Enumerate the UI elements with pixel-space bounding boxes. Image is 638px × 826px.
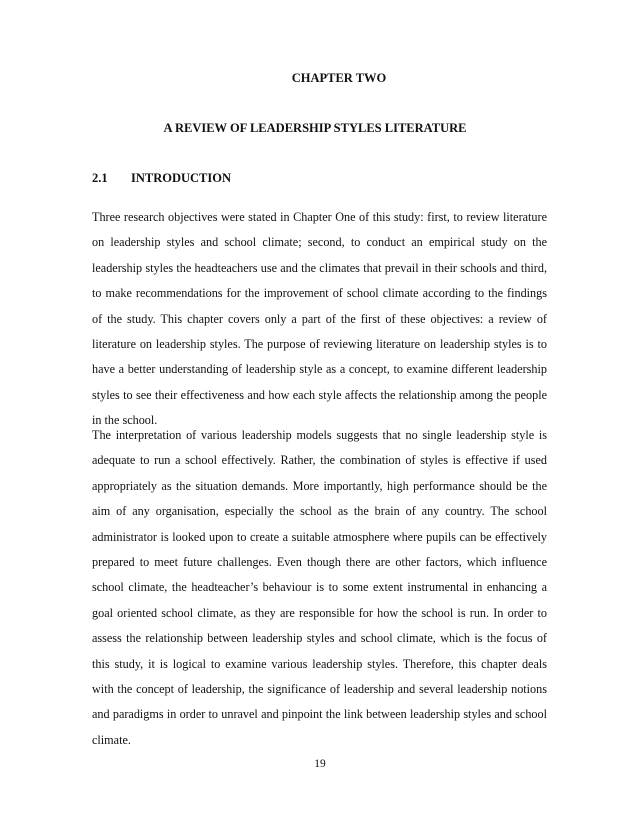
chapter-subtitle: A REVIEW OF LEADERSHIP STYLES LITERATURE — [163, 121, 467, 135]
page-number: 19 — [314, 758, 326, 770]
introduction-paragraph-2: The interpretation of various leadership models suggests that no single leadership style is adequate to run a school effectively. Rather, the combination of styles is effective if used appropriately as the situation demands. More importantly, high performance should be the aim of any organisation, especially the school as the brain of any country. The school administrator is looked upon to create a suitable atmosphere where pupils can be effectively prepared to meet future challenges. Even though there are other factors, which influence school climate, the headteacher’s behaviour is to some extent instrumental in enhancing a goal oriented school climate, as they are responsible for how the school is run. In order to assess the relationship between leadership styles and school climate, which is the focus of this study, it is logical to examine various leadership styles. Therefore, this chapter deals with the concept of leadership, the significance of leadership and several leadership notions and paradigms in order to unravel and pinpoint the link between leadership styles and school climate. — [92, 428, 547, 747]
section-number: 2.1 — [92, 171, 108, 185]
section-heading — [92, 171, 231, 186]
introduction-paragraph-1: Three research objectives were stated in Chapter One of this study: first, to review literature on leadership styles and school climate; second, to conduct an empirical study on the leadership styles the headteachers use and the climates that prevail in their schools and third, to make recommendations for the improvement of school climate according to the findings of the study. This chapter covers only a part of the first of these objectives: a review of literature on leadership styles. The purpose of reviewing literature on leadership styles is to have a better understanding of leadership style as a concept, to examine different leadership styles to see their effectiveness and how each style affects the relationship among the people in the school. — [92, 210, 547, 428]
chapter-title: CHAPTER TWO — [291, 71, 387, 85]
section-title: INTRODUCTION — [131, 171, 232, 185]
